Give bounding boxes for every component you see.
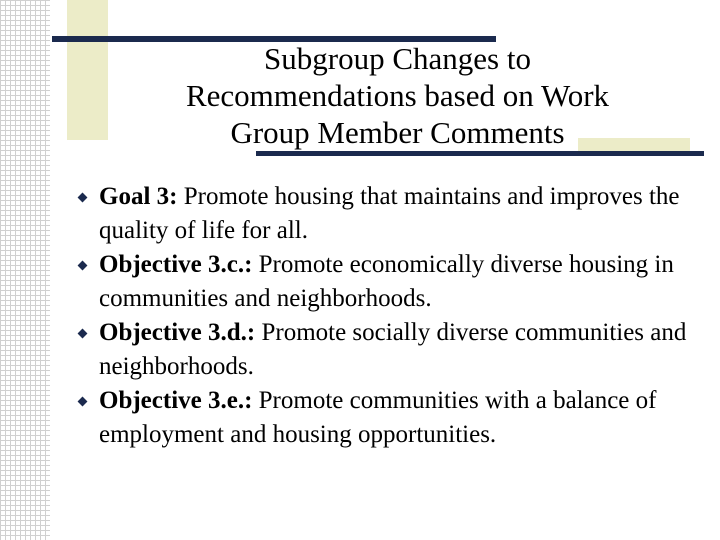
title-accent-block: [67, 0, 108, 140]
bullet-text: Promote communities with a balance of employment and housing opportunities.: [99, 387, 657, 448]
title-line: Recommendations based on Work: [185, 78, 610, 113]
diamond-bullet-icon: [78, 261, 88, 271]
title-line: Group Member Comments: [230, 115, 565, 150]
bullet-label: Objective 3.c.:: [99, 251, 253, 278]
bullet-text: Promote socially diverse communities and neighborhoods.: [99, 319, 687, 380]
bullet-label: Objective 3.e.:: [99, 387, 253, 414]
title-rule-bottom: [256, 151, 704, 156]
bullet-text: Promote economically diverse housing in communities and neighborhoods.: [99, 251, 674, 312]
bullet-text: Promote housing that maintains and improves the quality of life for all.: [99, 183, 680, 244]
bullet-item-goal-3: [78, 180, 698, 248]
slide-title: [110, 40, 685, 151]
diamond-bullet-icon: [78, 193, 88, 203]
diamond-bullet-icon: [78, 397, 88, 407]
grid-pattern-decoration: [0, 0, 50, 540]
bullet-label: Objective 3.d.:: [99, 319, 256, 346]
bullet-list: [78, 180, 698, 452]
bullet-label: Goal 3:: [99, 183, 178, 210]
bullet-item-objective-3d: [78, 316, 698, 384]
bullet-item-objective-3c: [78, 248, 698, 316]
bullet-item-objective-3e: [78, 384, 698, 452]
diamond-bullet-icon: [78, 329, 88, 339]
title-line: Subgroup Changes to: [264, 41, 531, 76]
